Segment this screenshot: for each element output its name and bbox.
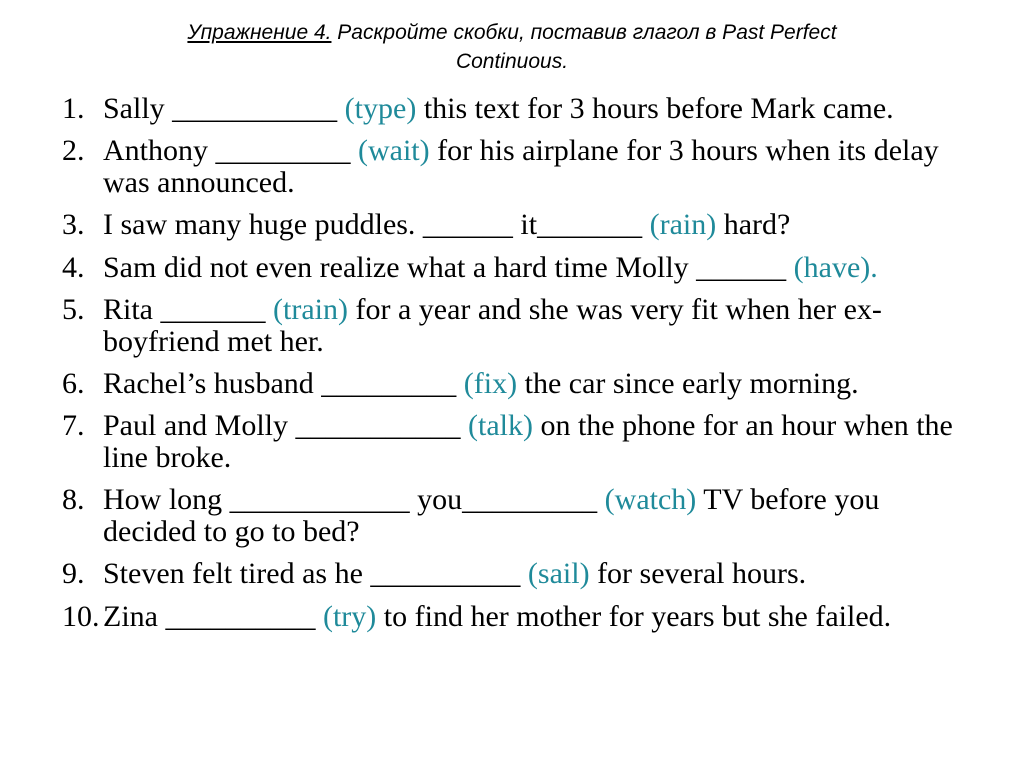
item-number: 5. [62, 293, 85, 326]
item-number: 9. [62, 557, 85, 590]
item-text-after: for a year and she was very fit when her ex-boyfriend met her. [103, 293, 882, 358]
exercise-list [62, 93, 962, 643]
item-number: 1. [62, 92, 85, 125]
item-text-after: for his airplane for 3 hours when its delay was announced. [103, 134, 939, 199]
item-text [103, 484, 962, 548]
list-item [62, 252, 962, 284]
list-item [62, 558, 962, 590]
item-verb: (try) [322, 600, 377, 633]
item-text-after: on the phone for an hour when the line broke. [103, 409, 953, 474]
item-text [103, 294, 962, 358]
item-verb: (type) [344, 92, 417, 125]
item-text-before: Zina __________ [103, 600, 323, 633]
item-text [103, 93, 962, 125]
item-number: 8. [62, 483, 85, 516]
item-text [103, 601, 962, 633]
item-text-after: this text for 3 hours before Mark came. [416, 92, 894, 125]
item-verb: (watch) [604, 483, 697, 516]
item-verb: (wait) [358, 134, 430, 167]
list-item [62, 93, 962, 125]
item-verb: (rain) [649, 208, 717, 241]
list-item [62, 601, 962, 633]
list-item [62, 135, 962, 199]
list-item [62, 410, 962, 474]
item-number: 6. [62, 367, 85, 400]
item-text-after: to find her mother for years but she failed. [376, 600, 892, 633]
item-number: 3. [62, 208, 85, 241]
item-text [103, 135, 962, 199]
item-verb: (have). [793, 251, 878, 284]
item-number: 7. [62, 409, 85, 442]
item-text-after: for several hours. [589, 557, 807, 590]
item-text [103, 209, 962, 241]
item-text-before: Steven felt tired as he __________ [103, 557, 528, 590]
exercise-instruction-line2: Continuous. [455, 50, 569, 73]
list-item [62, 209, 962, 241]
item-verb: (sail) [527, 557, 590, 590]
list-item [62, 484, 962, 548]
list-item [62, 368, 962, 400]
item-text-after: the car since early morning. [517, 367, 859, 400]
item-verb: (fix) [463, 367, 518, 400]
item-text-before: Sam did not even realize what a hard time Molly ______ [103, 251, 794, 284]
item-text [103, 252, 962, 284]
item-text-after: TV before you decided to go to bed? [103, 483, 880, 548]
item-text-after: hard? [716, 208, 791, 241]
item-number: 4. [62, 251, 85, 284]
exercise-label: Упражнение 4. [187, 21, 332, 44]
item-verb: (talk) [468, 409, 533, 442]
item-text [103, 368, 962, 400]
item-number: 10. [62, 600, 100, 633]
item-text-before: Rachel’s husband _________ [103, 367, 464, 400]
item-text-before: Sally ___________ [103, 92, 345, 125]
item-text-before: I saw many huge puddles. ______ it_______ [103, 208, 650, 241]
item-text-before: Anthony _________ [103, 134, 358, 167]
item-text [103, 410, 962, 474]
item-number: 2. [62, 134, 85, 167]
item-text-before: Paul and Molly ___________ [103, 409, 468, 442]
item-verb: (train) [273, 293, 348, 326]
item-text-before: How long ____________ you_________ [103, 483, 605, 516]
exercise-title [60, 18, 964, 76]
item-text-before: Rita _______ [103, 293, 273, 326]
list-item [62, 294, 962, 358]
exercise-instruction: Раскройте скобки, поставив глагол в Past Perfect [331, 21, 837, 44]
item-text [103, 558, 962, 590]
